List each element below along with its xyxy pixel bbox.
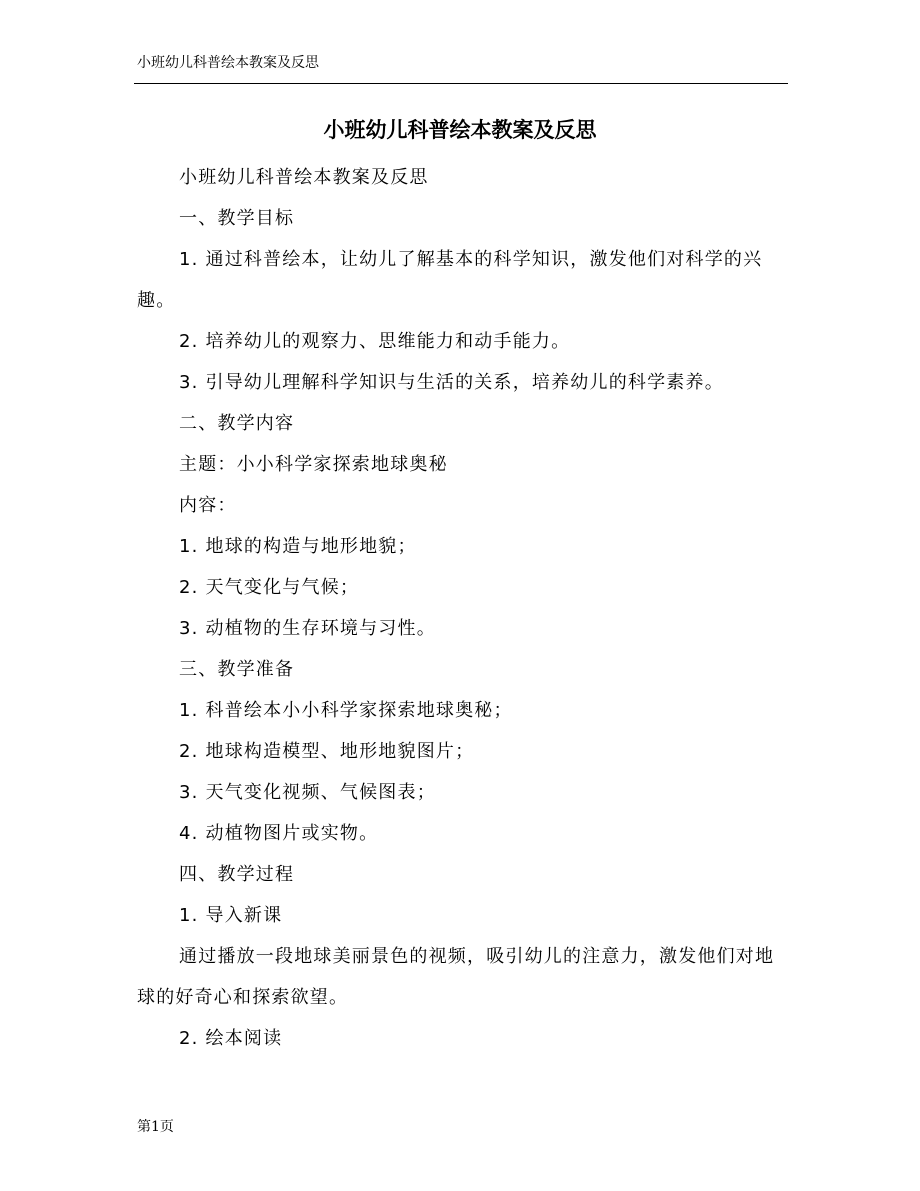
section-heading: 四、教学过程 <box>179 864 295 885</box>
list-item: 3. 天气变化视频、气候图表； <box>179 782 436 803</box>
list-item: 1. 科普绘本小小科学家探索地球奥秘； <box>179 700 513 721</box>
list-item: 4. 动植物图片或实物。 <box>179 823 379 844</box>
paragraph: 小班幼儿科普绘本教案及反思 <box>179 167 429 188</box>
document-body <box>137 157 787 1059</box>
section-heading: 三、教学准备 <box>179 659 295 680</box>
list-item: 2. 培养幼儿的观察力、思维能力和动手能力。 <box>179 331 571 352</box>
list-item: 3. 动植物的生存环境与习性。 <box>179 618 436 639</box>
running-header: 小班幼儿科普绘本教案及反思 <box>137 55 319 71</box>
list-item: 2. 天气变化与气候； <box>179 577 360 598</box>
list-item: 2. 地球构造模型、地形地貌图片； <box>179 741 475 762</box>
list-item: 1. 通过科普绘本，让幼儿了解基本的科学知识，激发他们对科学的兴趣。 <box>137 249 763 311</box>
header-divider <box>134 83 788 84</box>
list-item: 2. 绘本阅读 <box>179 1028 283 1049</box>
section-heading: 一、教学目标 <box>179 208 295 229</box>
list-item: 1. 导入新课 <box>179 905 283 926</box>
paragraph: 主题：小小科学家探索地球奥秘 <box>179 454 448 475</box>
section-heading: 二、教学内容 <box>179 413 295 434</box>
list-item: 3. 引导幼儿理解科学知识与生活的关系，培养幼儿的科学素养。 <box>179 372 724 393</box>
list-item: 1. 地球的构造与地形地貌； <box>179 536 417 557</box>
document-title: 小班幼儿科普绘本教案及反思 <box>323 117 597 142</box>
paragraph: 通过播放一段地球美丽景色的视频，吸引幼儿的注意力，激发他们对地球的好奇心和探索欲望。 <box>137 946 775 1008</box>
page-number: 第1页 <box>137 1119 174 1135</box>
paragraph: 内容： <box>179 495 237 516</box>
